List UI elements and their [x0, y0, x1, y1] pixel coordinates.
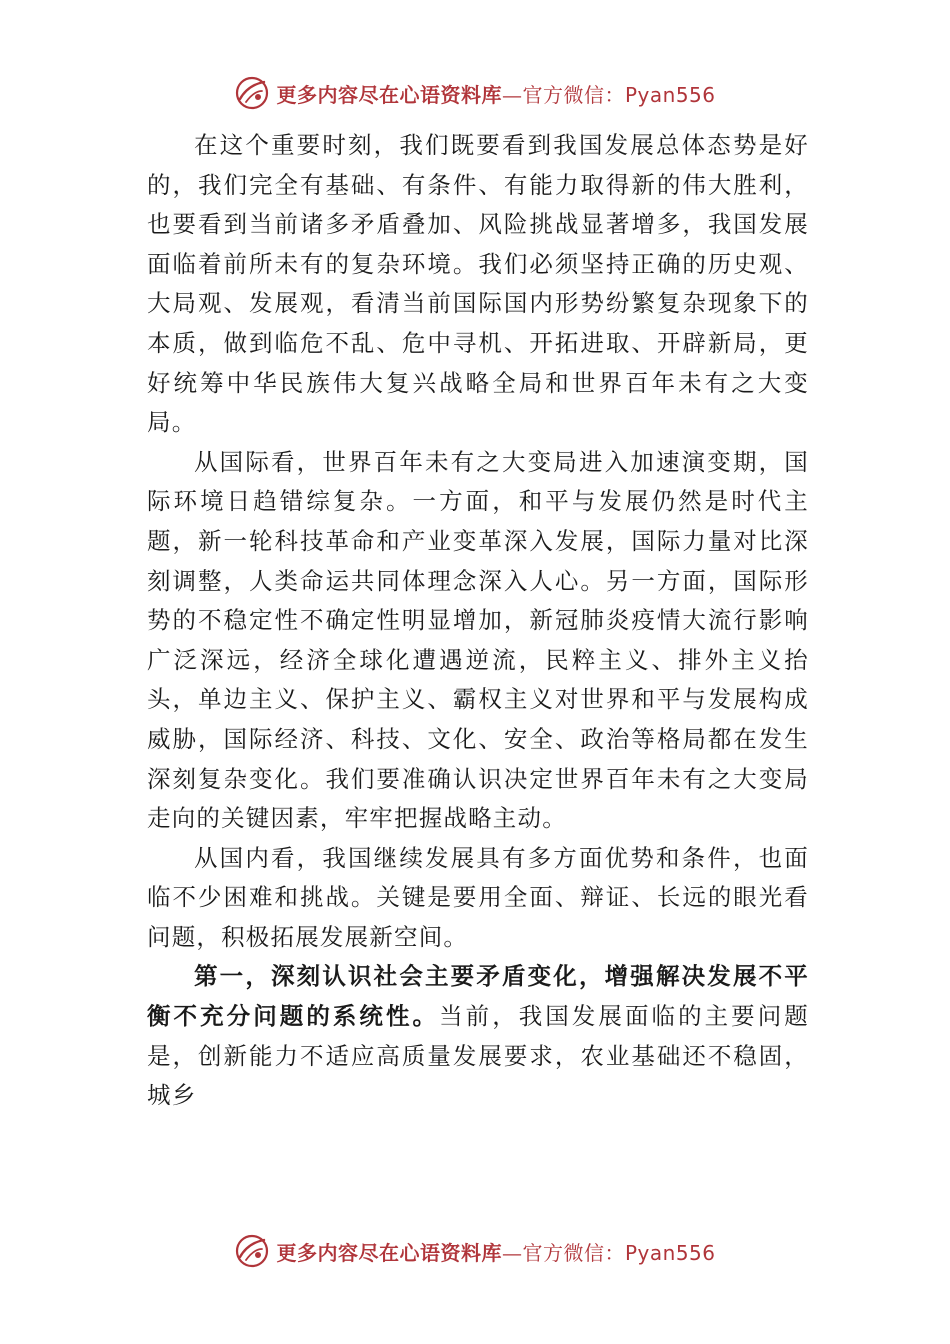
- watermark-brand: 更多内容尽在心语资料库: [276, 1240, 502, 1265]
- document-body: [147, 126, 809, 1116]
- watermark-wechat-id: Pyan556: [624, 1240, 716, 1265]
- watermark-brand: 更多内容尽在心语资料库: [276, 82, 502, 107]
- watermark-text: [276, 1237, 715, 1266]
- paragraph-3-text: 从国内看，我国继续发展具有多方面优势和条件，也面临不少困难和挑战。关键是要用全面、辩证、长远的眼光看问题，积极拓展发展新空间。: [147, 843, 809, 951]
- brand-logo-icon: [234, 1233, 270, 1269]
- paragraph-4: [147, 957, 809, 1115]
- paragraph-2-text: 从国际看，世界百年未有之大变局进入加速演变期，国际环境日趋错综复杂。一方面，和平与发展仍然是时代主题，新一轮科技革命和产业变革深入发展，国际力量对比深刻调整，人类命运共同体理念深入人心。另一方面，国际形势的不稳定性不确定性明显增加，新冠肺炎疫情大流行影响广泛深远，经济全球化遭遇逆流，民粹主义、排外主义抬头，单边主义、保护主义、霸权主义对世界和平与发展构成威胁，国际经济、科技、文化、安全、政治等格局都在发生深刻复杂变化。我们要准确认识决定世界百年未有之大变局走向的关键因素，牢牢把握战略主动。: [147, 447, 809, 833]
- paragraph-1-text: 在这个重要时刻，我们既要看到我国发展总体态势是好的，我们完全有基础、有条件、有能力取得新的伟大胜利，也要看到当前诸多矛盾叠加、风险挑战显著增多，我国发展面临着前所未有的复杂环境。我们必须坚持正确的历史观、大局观、发展观，看清当前国际国内形势纷繁复杂现象下的本质，做到临危不乱、危中寻机、开拓进取、开辟新局，更好统筹中华民族伟大复兴战略全局和世界百年未有之大变局。: [147, 131, 809, 437]
- watermark-wechat-id: Pyan556: [624, 82, 716, 107]
- watermark-wechat-label: 官方微信：: [522, 82, 625, 107]
- footer-watermark: [0, 1228, 950, 1274]
- watermark-text: [276, 79, 715, 108]
- watermark-separator: —: [501, 1240, 523, 1265]
- watermark-wechat-label: 官方微信：: [522, 1240, 625, 1265]
- paragraph-3: [147, 839, 809, 958]
- brand-logo-icon: [234, 75, 270, 111]
- watermark-separator: —: [501, 82, 523, 107]
- paragraph-4-lead: 第一，深刻认识社会主要矛盾变化，增强解决发展不平衡不充分问题的系统性。: [147, 962, 809, 1031]
- paragraph-1: [147, 126, 809, 443]
- paragraph-2: [147, 443, 809, 839]
- header-watermark: [0, 70, 950, 116]
- paragraph-4-text: 当前，我国发展面临的主要问题是，创新能力不适应高质量发展要求，农业基础还不稳固，城乡: [147, 1002, 809, 1110]
